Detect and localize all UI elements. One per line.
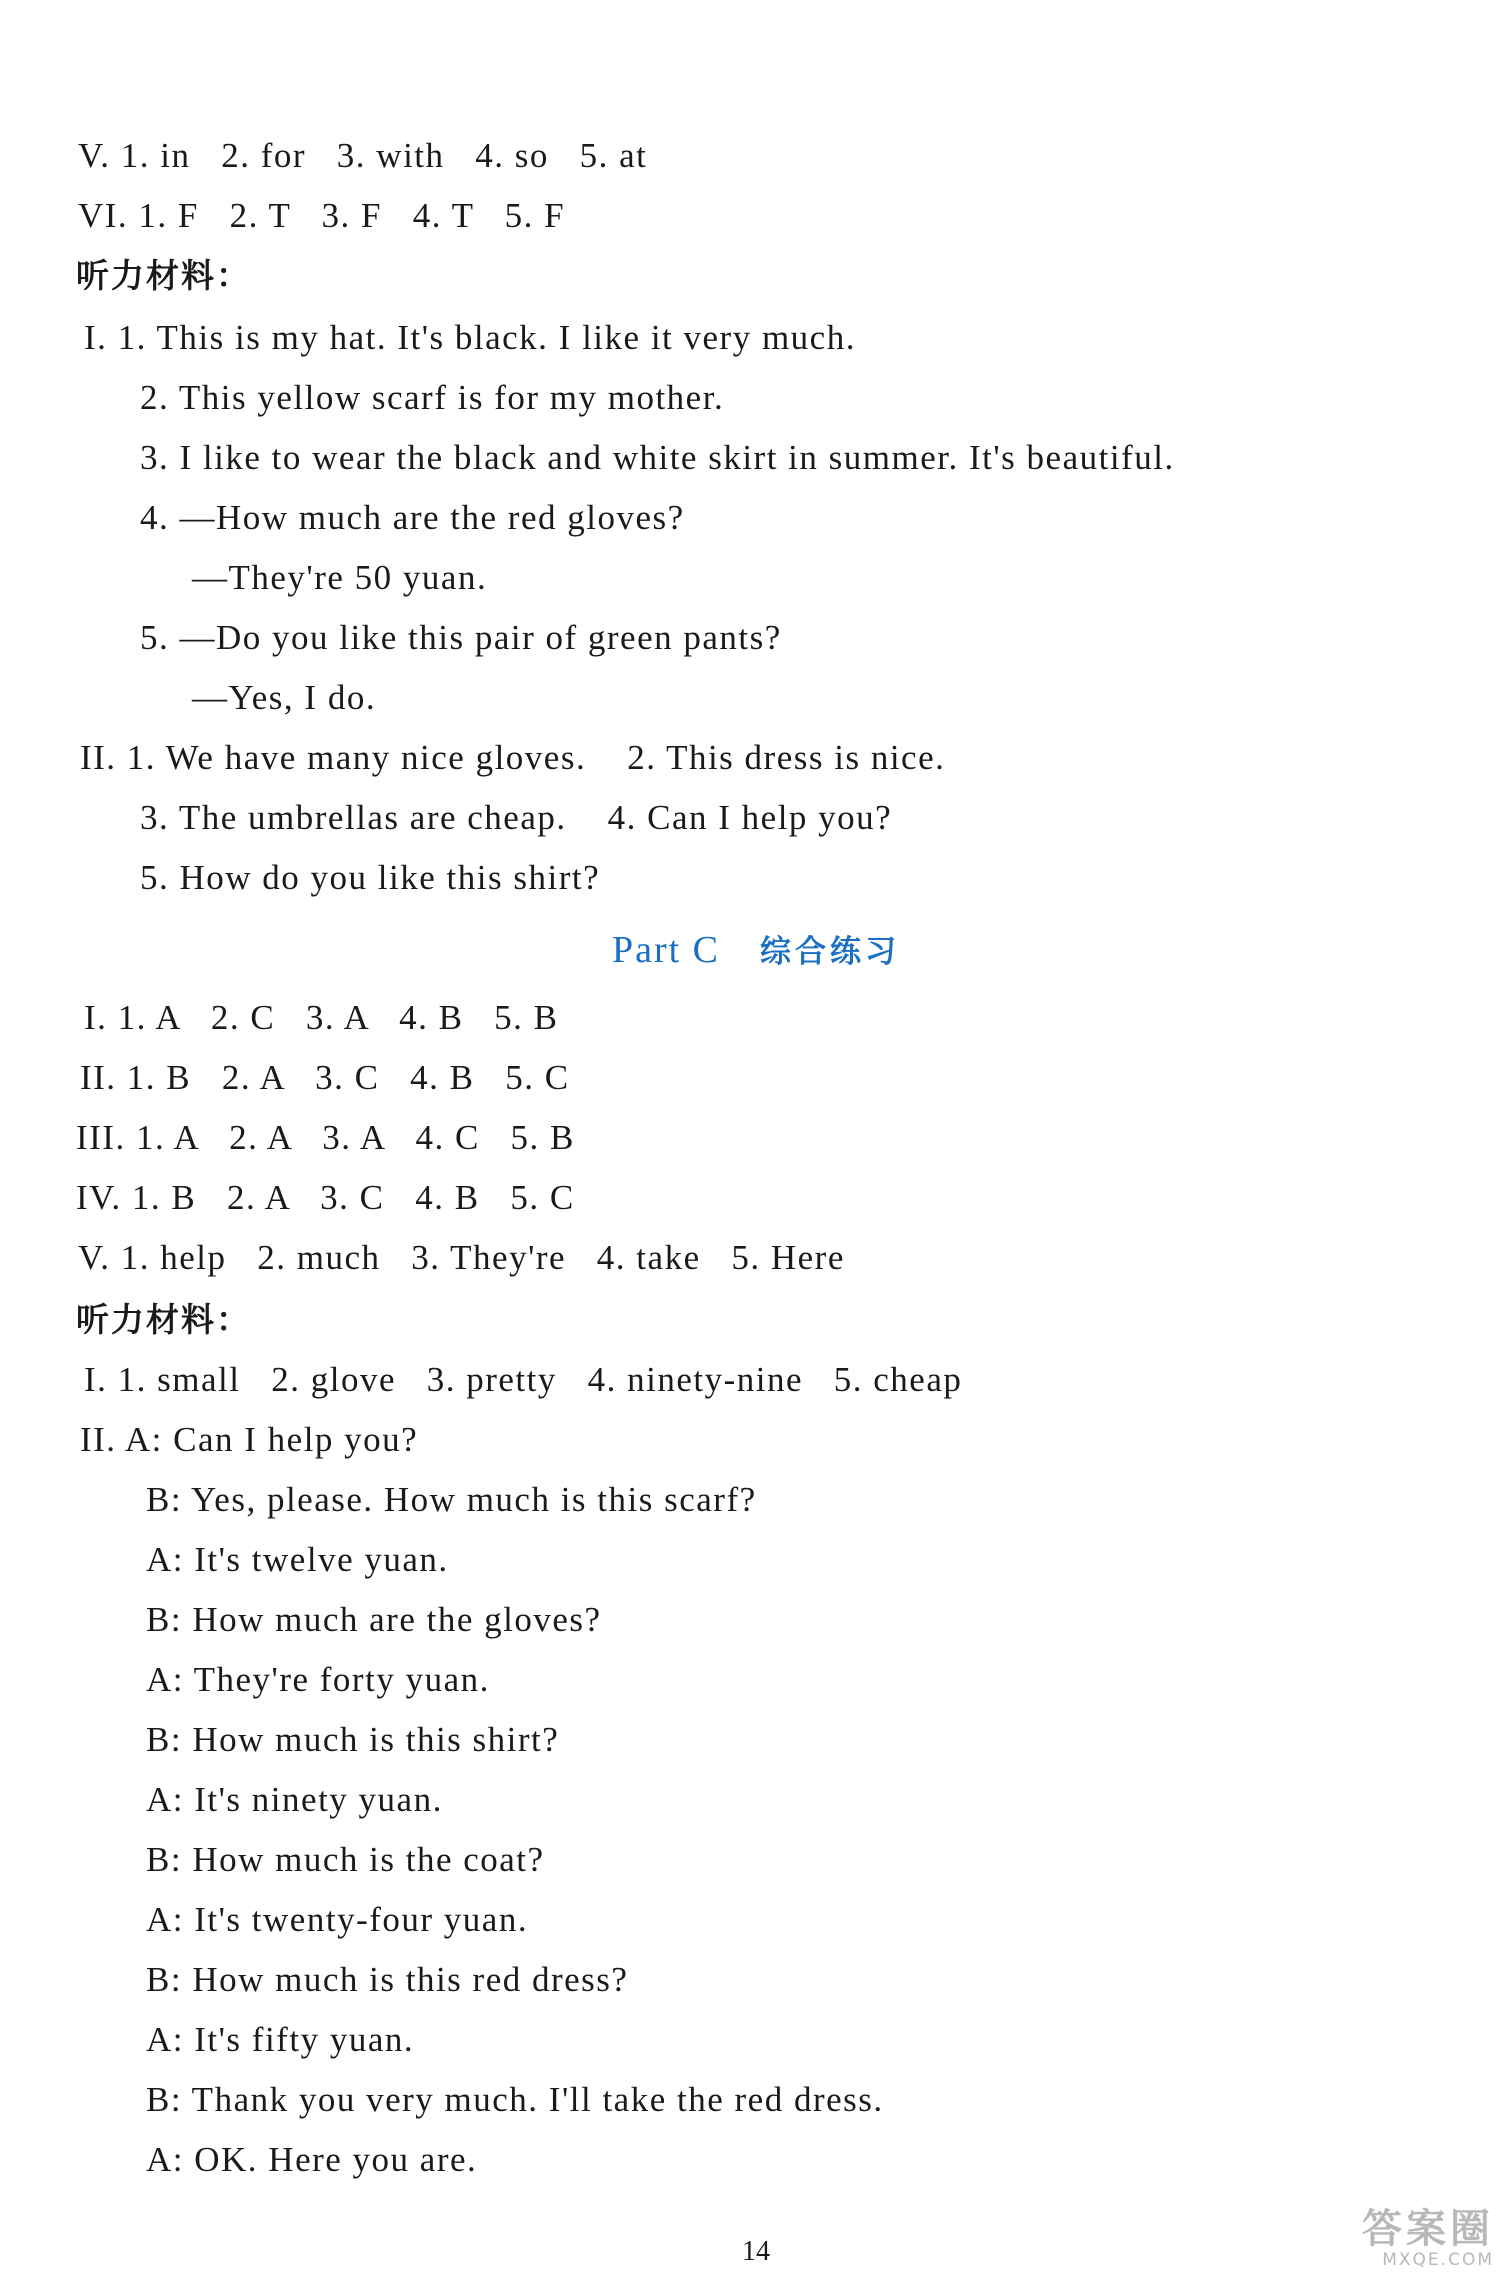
dialogue-line: A: They're forty yuan. (146, 1660, 490, 1699)
dialogue-line: A: It's twelve yuan. (146, 1540, 449, 1579)
dialogue-line: A: It's ninety yuan. (146, 1780, 443, 1819)
section-title (0, 928, 1512, 974)
answer-line-c-v: V. 1. help 2. much 3. They're 4. take 5. Here (78, 1238, 845, 1277)
answer-line-c-i: I. 1. A 2. C 3. A 4. B 5. B (84, 998, 559, 1037)
answer-line-c-iv: IV. 1. B 2. A 3. C 4. B 5. C (76, 1178, 575, 1217)
answer-line-vi: VI. 1. F 2. T 3. F 4. T 5. F (78, 196, 566, 235)
listening-line: 5. —Do you like this pair of green pants? (140, 618, 782, 657)
dialogue-line: B: Yes, please. How much is this scarf? (146, 1480, 757, 1519)
dialogue-line: B: How much is the coat? (146, 1840, 545, 1879)
listening-line: —Yes, I do. (192, 678, 377, 717)
listening-line: 3. I like to wear the black and white skirt in summer. It's beautiful. (140, 438, 1175, 477)
answer-line-c-ii: II. 1. B 2. A 3. C 4. B 5. C (80, 1058, 570, 1097)
listening-line: 2. This yellow scarf is for my mother. (140, 378, 725, 417)
listening-line: II. 1. We have many nice gloves. 2. This dress is nice. (80, 738, 946, 777)
answer-line-c-iii: III. 1. A 2. A 3. A 4. C 5. B (76, 1118, 575, 1157)
dialogue-line: B: How much is this shirt? (146, 1720, 560, 1759)
watermark-logo-text: 答案圈 (1362, 2206, 1494, 2252)
dialogue-line: B: How much is this red dress? (146, 1960, 629, 1999)
listening-line: 4. —How much are the red gloves? (140, 498, 685, 537)
listening-line: 5. How do you like this shirt? (140, 858, 601, 897)
dialogue-line: A: OK. Here you are. (146, 2140, 478, 2179)
dialogue-line: II. A: Can I help you? (80, 1420, 419, 1459)
dialogue-line: A: It's fifty yuan. (146, 2020, 415, 2059)
listening-line: —They're 50 yuan. (192, 558, 488, 597)
part-title: Part C (611, 929, 721, 971)
part-subtitle: 综合练习 (760, 934, 901, 970)
watermark-logo (1264, 2208, 1494, 2270)
dialogue-line: A: It's twenty-four yuan. (146, 1900, 529, 1939)
dialogue-line: B: Thank you very much. I'll take the red dress. (146, 2080, 884, 2119)
watermark-site: MXQE.COM (1382, 2250, 1494, 2270)
listening-heading: 听力材料： (76, 1300, 251, 1339)
answer-line-v: V. 1. in 2. for 3. with 4. so 5. at (78, 136, 648, 175)
listening-heading: 听力材料： (76, 256, 251, 295)
page-number: 14 (742, 2236, 770, 2267)
listening-line: I. 1. This is my hat. It's black. I like it very much. (84, 318, 856, 357)
listening-line: 3. The umbrellas are cheap. 4. Can I help you? (140, 798, 893, 837)
dialogue-line: B: How much are the gloves? (146, 1600, 602, 1639)
listening-line: I. 1. small 2. glove 3. pretty 4. ninety-nine 5. cheap (84, 1360, 963, 1399)
